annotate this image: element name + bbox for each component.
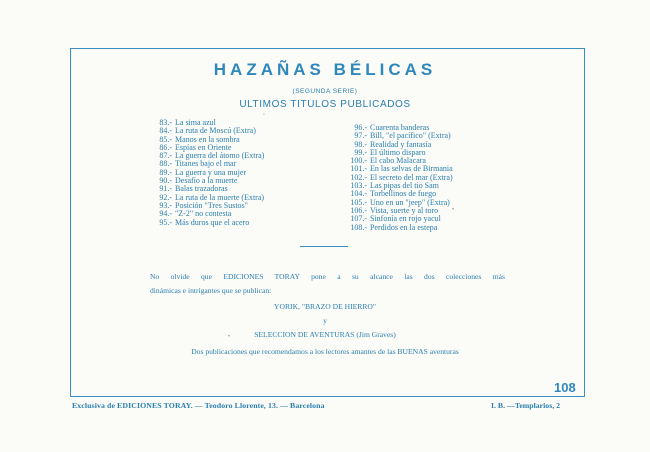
title-text: La sima azul	[175, 118, 216, 127]
title-number: 83.-	[159, 118, 172, 127]
title-text: La ruta de la muerte (Extra)	[175, 192, 265, 202]
title-text: El secreto del mar (Extra)	[370, 172, 453, 182]
title-number: 84.-	[159, 126, 172, 136]
title-text: Las pipas del tío Sam	[370, 181, 439, 191]
title-text: Bill, "el pacífico" (Extra)	[370, 131, 451, 141]
title-text: Titanes bajo el mar	[175, 159, 237, 169]
notice-line-1: No olvide que EDICIONES TORAY pone a su alcance las dos colecciones más	[150, 272, 505, 281]
title-text: El último disparo	[370, 147, 426, 157]
footer-printer: I. B. —Templarios, 2	[491, 401, 561, 410]
title-number: 94.-	[159, 209, 172, 219]
titles-list-right	[343, 124, 453, 232]
divider	[300, 246, 348, 247]
title-text: Vista, suerte y al toro	[370, 205, 439, 215]
publication-yorik: YORIK, "BRAZO DE HIERRO"	[274, 302, 376, 311]
title-text: Cuarenta banderas	[370, 123, 430, 132]
title-number: 86.-	[159, 142, 172, 152]
title-number: 104.-	[350, 189, 367, 199]
ink-speck: ◦	[263, 112, 266, 118]
title-number: 97.-	[354, 131, 367, 141]
title-text: La guerra del átomo (Extra)	[175, 151, 265, 161]
ink-speck: •	[452, 207, 455, 213]
title-number: 102.-	[350, 172, 367, 182]
title-text: Perdidos en la estepa	[370, 222, 438, 232]
title-number: 89.-	[159, 167, 172, 177]
title-number: 103.-	[350, 181, 367, 191]
title-number: 87.-	[159, 151, 172, 161]
title-text: Posición "Tres Sustos"	[175, 200, 248, 210]
title-text: Manos en la sombra	[175, 134, 240, 144]
title-number: 92.-	[159, 192, 172, 202]
title-number: 88.-	[159, 159, 172, 169]
title-text: Realidad y fantasía	[370, 139, 432, 149]
title-number: 106.-	[350, 205, 367, 215]
title-number: 101.-	[350, 164, 367, 174]
closing-line: Dos publicaciones que recomendamos a los lectores amantes de las BUENAS aventuras	[191, 347, 459, 356]
title-number: 108.-	[350, 222, 367, 232]
title-number: 98.-	[354, 139, 367, 149]
notice-line-2: dinámicas e intrigantes que se publican:	[150, 286, 272, 295]
title-number: 100.-	[350, 156, 367, 166]
title-number: 99.-	[354, 147, 367, 157]
page-number: 108	[554, 380, 576, 395]
title-text: "Z-2" no contesta	[175, 209, 232, 219]
title-text: La guerra y una mujer	[175, 167, 247, 177]
section-heading: ULTIMOS TITULOS PUBLICADOS	[239, 99, 411, 110]
title-number: 85.-	[159, 134, 172, 144]
page-title: HAZAÑAS BÉLICAS	[213, 60, 437, 79]
title-number: 93.-	[159, 200, 172, 210]
titles-list-left	[150, 119, 264, 227]
title-number: 105.-	[350, 197, 367, 207]
title-text: En las selvas de Birmania	[370, 164, 453, 174]
title-text: Más duros que el acero	[175, 217, 250, 227]
title-text: Desafío a la muerte	[175, 176, 238, 186]
title-item	[343, 224, 453, 232]
title-number: 91.-	[159, 184, 172, 194]
title-text: La ruta de Moscú (Extra)	[175, 126, 256, 136]
title-number: 107.-	[350, 214, 367, 224]
title-text: Uno en un "jeep" (Extra)	[370, 197, 450, 207]
conjunction: y	[323, 316, 327, 325]
title-text: El cabo Malacara	[370, 156, 426, 166]
title-number: 96.-	[354, 123, 367, 132]
title-text: Sinfonía en rojo yacul	[370, 214, 441, 224]
series-subtitle: (SEGUNDA SERIE)	[292, 88, 358, 95]
footer-publisher: Exclusiva de EDICIONES TORAY. — Teodoro Llorente, 13. — Barcelona	[72, 401, 325, 410]
title-number: 90.-	[159, 176, 172, 186]
title-number: 95.-	[159, 217, 172, 227]
title-text: Torbellinos de fuego	[370, 189, 437, 199]
title-text: Espías en Oriente	[175, 142, 232, 152]
ink-speck: •	[228, 334, 231, 340]
title-item	[150, 219, 264, 227]
publication-seleccion: SELECCION DE AVENTURAS (Jim Graves)	[254, 330, 396, 339]
title-text: Balas trazadoras	[175, 184, 228, 194]
